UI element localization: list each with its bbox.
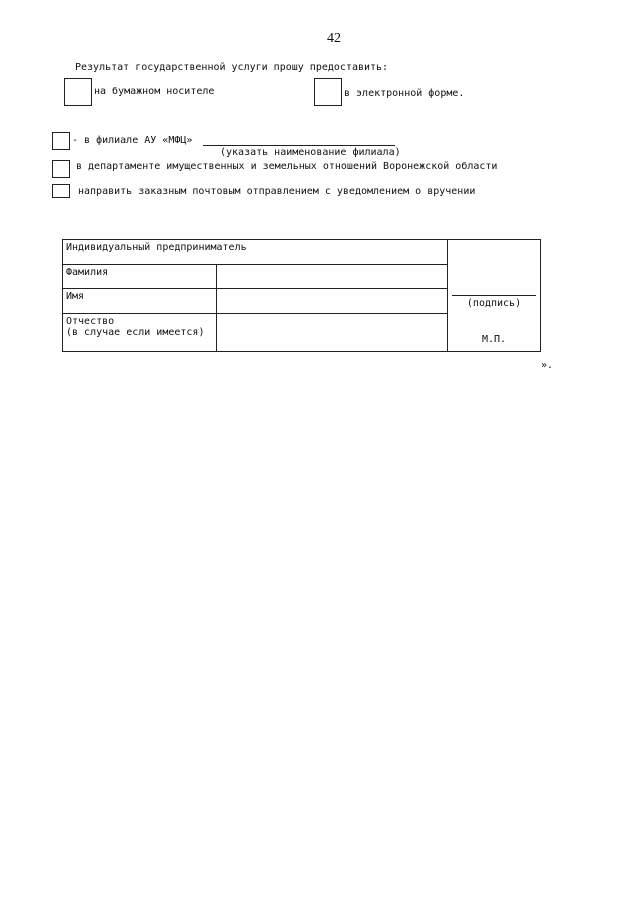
mfc-branch-name-field[interactable] bbox=[203, 145, 395, 146]
mfc-branch-label: - в филиале АУ «МФЦ» bbox=[72, 135, 193, 146]
paper-format-checkbox[interactable] bbox=[64, 78, 92, 106]
result-heading: Результат государственной услуги прошу предоставить: bbox=[75, 62, 389, 73]
mfc-branch-checkbox[interactable] bbox=[52, 132, 70, 150]
signature-line bbox=[452, 295, 536, 296]
electronic-format-label: в электронной форме. bbox=[344, 88, 465, 99]
entrepreneur-table bbox=[62, 239, 541, 352]
department-checkbox[interactable] bbox=[52, 160, 70, 178]
entrepreneur-header: Индивидуальный предприниматель bbox=[63, 240, 448, 265]
department-label: в департаменте имущественных и земельных отношений Воронежской области bbox=[76, 161, 498, 172]
first-name-field[interactable] bbox=[217, 289, 448, 314]
mfc-branch-hint: (указать наименование филиала) bbox=[220, 147, 401, 158]
postal-delivery-label: направить заказным почтовым отправлением с уведомлением о вручении bbox=[78, 186, 476, 197]
first-name-label: Имя bbox=[63, 289, 217, 314]
electronic-format-checkbox[interactable] bbox=[314, 78, 342, 106]
patronymic-label: Отчество (в случае если имеется) bbox=[63, 314, 217, 352]
surname-label: Фамилия bbox=[63, 265, 217, 289]
signature-cell[interactable] bbox=[448, 240, 541, 352]
stamp-label: М.П. bbox=[481, 334, 507, 345]
postal-delivery-checkbox[interactable] bbox=[52, 184, 70, 198]
paper-format-label: на бумажном носителе bbox=[94, 86, 215, 97]
signature-label: (подпись) bbox=[466, 298, 522, 309]
surname-field[interactable] bbox=[217, 265, 448, 289]
page-number: 42 bbox=[327, 31, 341, 46]
patronymic-field[interactable] bbox=[217, 314, 448, 352]
closing-mark: ». bbox=[541, 360, 554, 371]
